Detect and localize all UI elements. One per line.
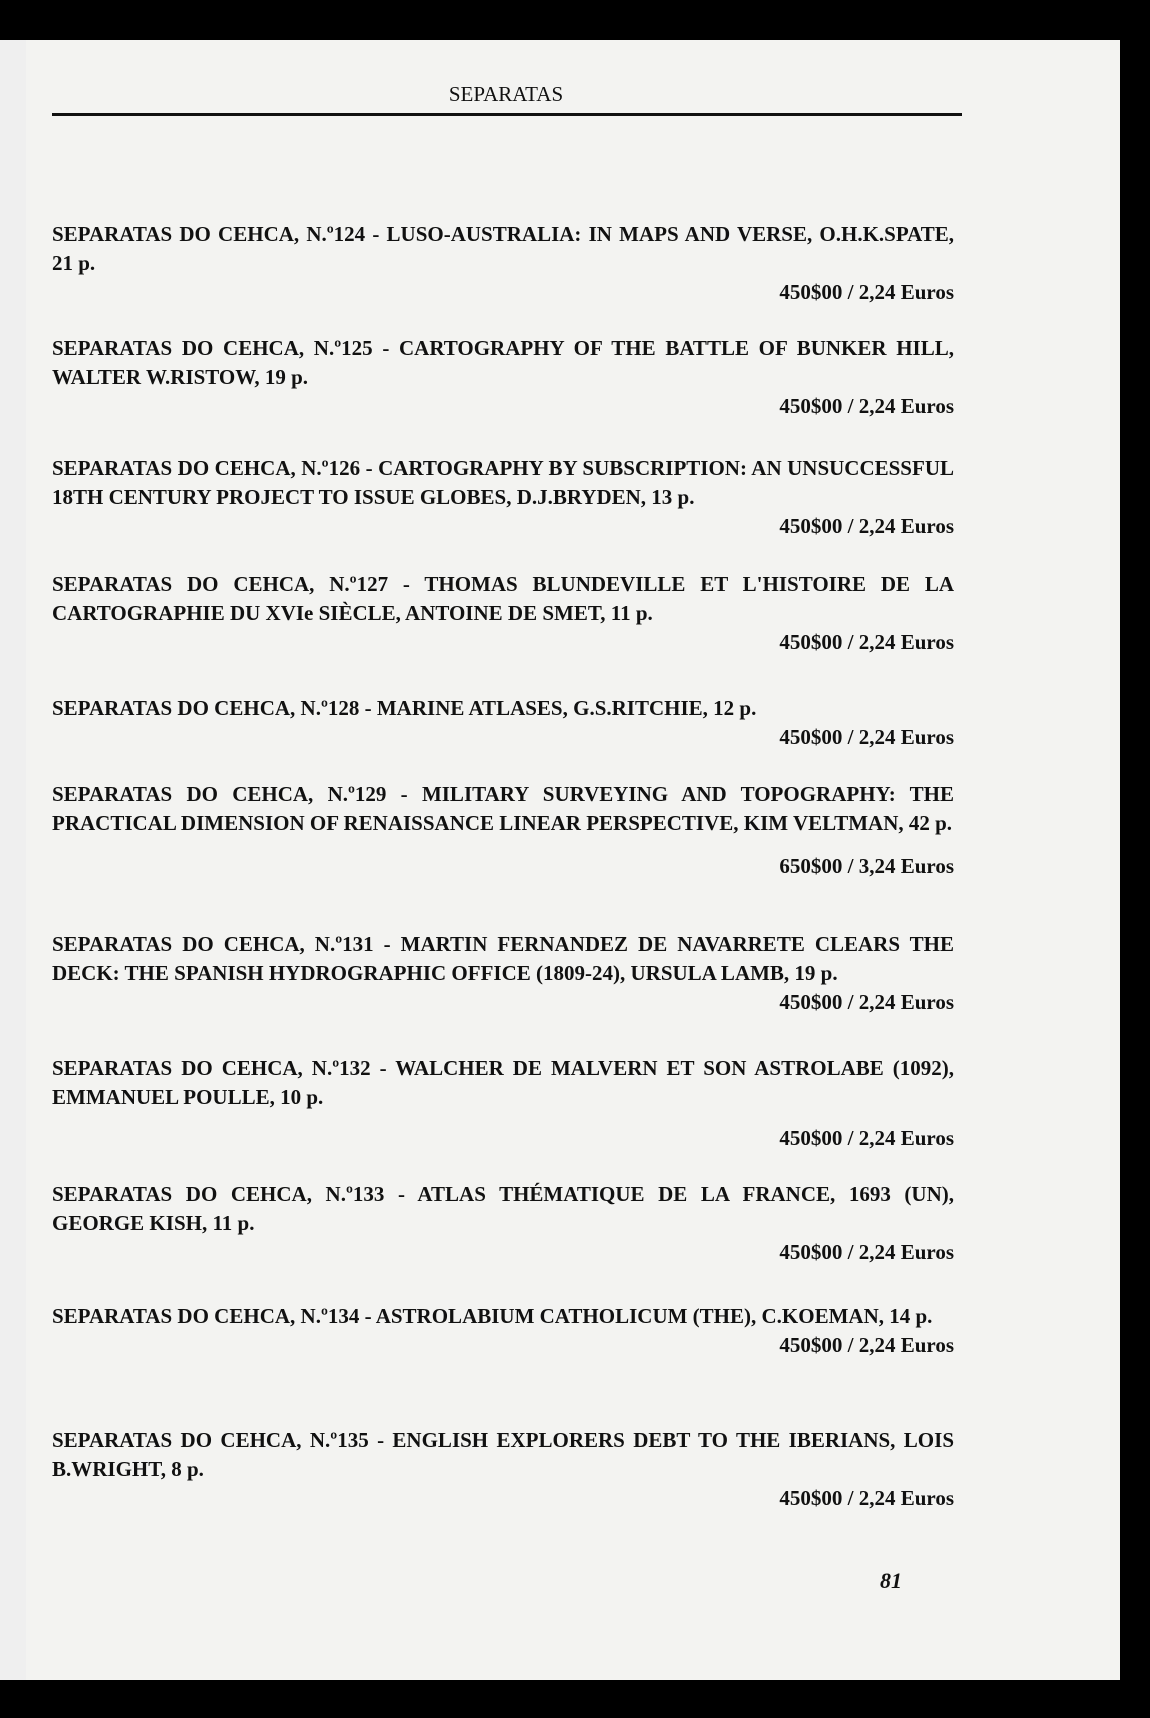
catalog-entry <box>52 780 954 881</box>
entry-description: SEPARATAS DO CEHCA, N.º129 - MILITARY SURVEYING AND TOPOGRAPHY: THE PRACTICAL DIMENSION OF RENAISSANCE LINEAR PERSPECTIVE, KIM VELTMAN, 42 p. <box>52 782 954 835</box>
catalog-entry <box>52 1302 954 1360</box>
entry-description: SEPARATAS DO CEHCA, N.º125 - CARTOGRAPHY OF THE BATTLE OF BUNKER HILL, WALTER W.RISTOW, 19 p. <box>52 336 954 389</box>
entry-description: SEPARATAS DO CEHCA, N.º126 - CARTOGRAPHY BY SUBSCRIPTION: AN UNSUCCESSFUL 18TH CENTURY PROJECT TO ISSUE GLOBES, D.J.BRYDEN, 13 p. <box>52 456 954 509</box>
catalog-entry <box>52 1180 954 1267</box>
running-header: SEPARATAS <box>448 82 564 106</box>
binding-spine <box>0 40 26 1680</box>
catalog-entry <box>52 454 954 541</box>
entry-description: SEPARATAS DO CEHCA, N.º131 - MARTIN FERNANDEZ DE NAVARRETE CLEARS THE DECK: THE SPANISH HYDROGRAPHIC OFFICE (1809-24), URSULA LAMB, 19 p. <box>52 932 954 985</box>
entry-price: 450$00 / 2,24 Euros <box>779 1240 954 1264</box>
catalog-entry <box>52 930 954 1017</box>
entry-description: SEPARATAS DO CEHCA, N.º128 - MARINE ATLASES, G.S.RITCHIE, 12 p. <box>52 696 757 720</box>
entry-price: 450$00 / 2,24 Euros <box>779 1333 954 1357</box>
entry-price: 450$00 / 2,24 Euros <box>779 630 954 654</box>
entry-description: SEPARATAS DO CEHCA, N.º127 - THOMAS BLUNDEVILLE ET L'HISTOIRE DE LA CARTOGRAPHIE DU XVIe SIÈCLE, ANTOINE DE SMET, 11 p. <box>52 572 954 625</box>
entry-description: SEPARATAS DO CEHCA, N.º135 - ENGLISH EXPLORERS DEBT TO THE IBERIANS, LOIS B.WRIGHT, 8 p. <box>52 1428 954 1481</box>
entry-description: SEPARATAS DO CEHCA, N.º133 - ATLAS THÉMATIQUE DE LA FRANCE, 1693 (UN), GEORGE KISH, 11 p. <box>52 1182 954 1235</box>
entry-price: 450$00 / 2,24 Euros <box>779 990 954 1014</box>
catalog-entry <box>52 334 954 421</box>
entry-price: 450$00 / 2,24 Euros <box>779 1126 954 1150</box>
catalog-entry <box>52 1426 954 1513</box>
entry-price: 450$00 / 2,24 Euros <box>779 280 954 304</box>
entry-price: 450$00 / 2,24 Euros <box>779 394 954 418</box>
catalog-entry <box>52 220 954 307</box>
header-rule <box>52 113 962 116</box>
entry-price: 450$00 / 2,24 Euros <box>779 1486 954 1510</box>
entry-price: 450$00 / 2,24 Euros <box>779 514 954 538</box>
entry-description: SEPARATAS DO CEHCA, N.º134 - ASTROLABIUM CATHOLICUM (THE), C.KOEMAN, 14 p. <box>52 1304 933 1328</box>
entry-price: 450$00 / 2,24 Euros <box>779 725 954 749</box>
entry-description: SEPARATAS DO CEHCA, N.º124 - LUSO-AUSTRALIA: IN MAPS AND VERSE, O.H.K.SPATE, 21 p. <box>52 222 954 275</box>
catalog-entry <box>52 570 954 657</box>
page-number: 81 <box>880 1568 902 1593</box>
catalog-entry <box>52 694 954 752</box>
entry-description: SEPARATAS DO CEHCA, N.º132 - WALCHER DE MALVERN ET SON ASTROLABE (1092), EMMANUEL POULLE, 10 p. <box>52 1056 954 1109</box>
catalog-entry <box>52 1054 954 1153</box>
entry-price: 650$00 / 3,24 Euros <box>779 854 954 878</box>
